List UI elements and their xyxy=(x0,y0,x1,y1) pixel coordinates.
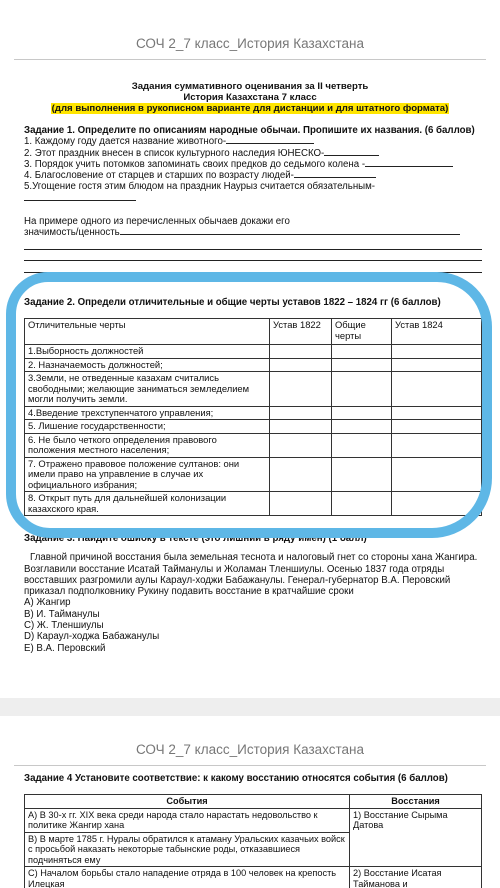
option: Е) В.А. Перовский xyxy=(24,642,106,654)
task-4 xyxy=(24,773,482,888)
column-header: События xyxy=(25,795,350,809)
table-row: 8. Открыт путь для дальнейшей колонизации казахского края. xyxy=(25,492,482,516)
column-header: Восстания xyxy=(350,795,482,809)
task-1-item: 5.Угощение гостя этим блюдом на праздник Наурыз считается обязательным- xyxy=(24,181,376,193)
page-2-header: СОЧ 2_7 класс_История Казахстана xyxy=(135,742,364,757)
document-title xyxy=(0,81,500,114)
option: С) Ж. Тленшиулы xyxy=(24,620,104,632)
option: А) Жангир xyxy=(24,597,71,609)
task-1-item: 4. Благословение от старцев и старших по возрасту людей- xyxy=(24,170,482,181)
table-row: С) Началом борьбы стало нападение отряда в 100 человек на крепость Илецкая 2) Восстание Исатая Тайманова и xyxy=(25,867,482,888)
table-row: В) В марте 1785 г. Нуралы обратился к атаману Уральских казачьих войск с просьбой наказать некоторые табынские роды, отказавшиеся подчиняться ему xyxy=(25,832,482,867)
title-line-2: История Казахстана 7 класс xyxy=(183,92,317,103)
table-row: 3.Земли, не отведенные казахам считались свободными; желающие заниматься земледелием могли получить земли. xyxy=(25,372,482,407)
option: D) Караул-ходжа Бабажанулы xyxy=(24,631,160,643)
column-header: Устав 1824 xyxy=(392,319,482,345)
task-1 xyxy=(24,125,482,273)
task-4-table xyxy=(24,794,482,888)
table-row: 1.Выборность должностей xyxy=(25,345,482,359)
answer-line xyxy=(24,239,482,250)
table-header-row xyxy=(25,795,482,809)
task-1-prompt-2: значимость/ценность xyxy=(24,227,120,239)
answer-blank xyxy=(120,227,460,235)
table-row: А) В 30-х гг. XIX века среди народа стало нарастать недовольство к политике Жангир хана 1) Восстание Сырыма Датова xyxy=(25,808,482,832)
answer-blank xyxy=(226,136,314,144)
task-1-item: 1. Каждому году дается название животного- xyxy=(24,136,482,147)
table-row: 7. Отражено правовое положение султанов: они имели право на управление в случае их официального избрания; xyxy=(25,457,482,492)
task-3 xyxy=(24,533,482,654)
task-1-item: 2. Этот праздник внесен в список культурного наследия ЮНЕСКО- xyxy=(24,148,482,159)
header-divider xyxy=(14,59,486,60)
column-header: Общие черты xyxy=(332,319,392,345)
answer-blank xyxy=(294,170,376,178)
page-header: СОЧ 2_7 класс_История Казахстана xyxy=(135,36,364,51)
table-row: 5. Лишение государственности; xyxy=(25,420,482,434)
page-2 xyxy=(0,716,500,888)
answer-line xyxy=(24,250,482,261)
answer-blank xyxy=(324,148,379,156)
title-line-3-highlighted: (для выполнения в рукописном варианте для дистанции и для штатного формата) xyxy=(51,103,449,114)
title-line-1: Задания суммативного оценивания за II четверть xyxy=(131,81,369,92)
table-row: 6. Не было четкого определения правового положения местного населения; xyxy=(25,433,482,457)
task-3-heading: Задание 3. Найдите ошибку в тексте (это лишний в ряду имен) (1 балл) xyxy=(24,533,367,544)
column-header: Устав 1822 xyxy=(270,319,332,345)
column-header: Отличительные черты xyxy=(25,319,270,345)
task-3-text: Главной причиной восстания была земельная теснота и налоговый гнет со стороны хана Жангира. Возглавили восстание Исатай Тайманулы и Жоламан Тленшиулы. Осенью 1837 года отряды восставших разгромили аулы Караул-ходжи Бабажанулы. Генерал-губернатор В.А. Перовский приказал подполковнику Рукину подавить восстание в кратчайшие сроки xyxy=(24,552,478,598)
task-2-heading: Задание 2. Определи отличительные и общие черты уставов 1822 – 1824 гг (6 баллов) xyxy=(24,297,441,308)
option: В) И. Тайманулы xyxy=(24,608,100,620)
answer-blank xyxy=(365,159,453,167)
answer-line xyxy=(24,261,482,272)
table-row: 2. Назначаемость должностей; xyxy=(25,358,482,372)
task-1-item: 3. Порядок учить потомков запоминать своих предков до седьмого колена - xyxy=(24,159,482,170)
task-1-prompt: На примере одного из перечисленных обычаев докажи его xyxy=(24,216,290,228)
blue-hand-drawn-ellipse xyxy=(6,272,492,538)
task-1-heading: Задание 1. Определите по описаниям народные обычаи. Пропишите их названия. (6 баллов) xyxy=(24,125,475,136)
header-divider xyxy=(14,765,486,766)
table-row: 4.Введение трехступенчатого управления; xyxy=(25,406,482,420)
answer-blank xyxy=(24,193,136,201)
task-4-heading: Задание 4 Установите соответствие: к какому восстанию относятся события (6 баллов) xyxy=(24,773,448,784)
